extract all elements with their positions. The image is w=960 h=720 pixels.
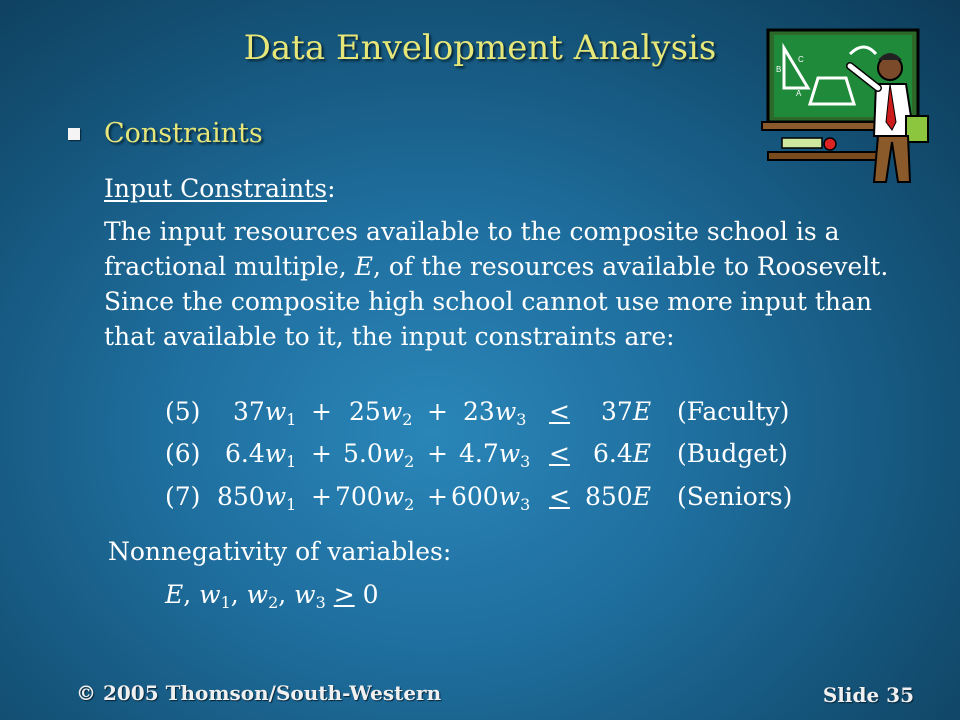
constraint-label: (Budget) [677,439,788,468]
term-w1: $850w_1$ [217,482,297,514]
term-w1: $6.4w_1$ [225,439,297,471]
paragraph-text-1: The input resources available to the composite school is a fractional multiple, [104,217,840,281]
paragraph-text-2: , of the resources available to Roosevelt. Since the composite high school cannot use more input than that available to it, the input constraints are: [104,252,889,351]
term-w2: $700w_2$ [335,482,415,514]
svg-text:A: A [796,89,802,98]
term-w2: $25w_2$ [349,397,413,429]
svg-text:B: B [776,65,782,74]
term-w3: $4.7w_3$ [459,439,531,471]
paragraph-variable-e: E [354,252,373,281]
slide-title: Data Envelopment Analysis [243,28,717,68]
less-equal-sign: < [549,482,570,511]
input-constraints-heading [104,174,336,203]
square-bullet-icon [68,128,80,140]
term-w2: $5.0w_2$ [343,439,415,471]
svg-text:C: C [798,55,804,64]
constraint-label: (Seniors) [677,482,793,511]
equation-row [165,397,865,431]
term-w1: $37w_1$ [233,397,297,429]
plus-sign: + [427,439,448,468]
bullet-label: Constraints [104,118,263,149]
less-equal-sign: < [549,397,570,426]
equation-row [165,482,865,516]
bullet-item [68,118,263,149]
plus-sign: + [311,397,332,426]
equation-number: (7) [165,482,201,511]
term-w3: $600w_3$ [451,482,531,514]
equation-row [165,439,865,473]
equation-number: (5) [165,397,201,426]
term-w3: $23w_3$ [463,397,527,429]
constraint-label: (Faculty) [677,397,790,426]
less-equal-sign: < [549,439,570,468]
description-paragraph [104,214,924,354]
equation-number: (6) [165,439,201,468]
rhs-term: 850E [585,482,651,511]
rhs-term: 6.4E [593,439,652,468]
input-constraints-heading-text: Input Constraints [104,174,328,203]
plus-sign: + [427,482,448,511]
rhs-term: 37E [601,397,652,426]
teacher-at-chalkboard-icon [758,26,938,190]
slide-number: Slide 35 [822,683,914,707]
nonnegativity-constraint: E, $w_1$, $w_2$, $w_3 > 0$ [165,580,379,612]
heading-colon: : [327,174,336,203]
plus-sign: + [311,439,332,468]
plus-sign: + [311,482,332,511]
greater-equal-sign: > [333,580,355,609]
copyright-footer: © 2005 Thomson/South-Western [76,681,442,705]
plus-sign: + [427,397,448,426]
nonnegativity-label: Nonnegativity of variables: [108,537,452,566]
